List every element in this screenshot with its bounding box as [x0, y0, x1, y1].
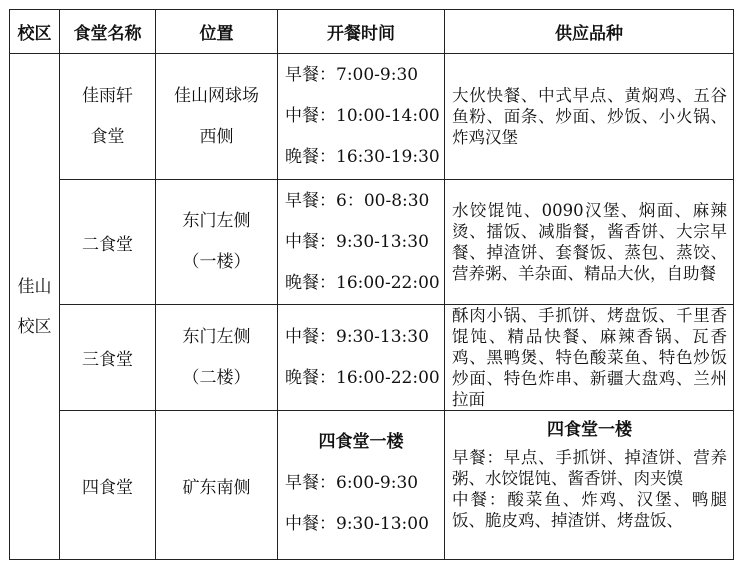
varieties-cell: 水饺馄饨、0090汉堡、焖面、麻辣烫、擂饭、减脂餐，酱香饼、大宗早餐、掉渣饼、套餐饭、蒸包、蒸饺、营养粥、羊杂面、精品大伙，自助餐 — [445, 180, 734, 305]
location-cell — [156, 305, 278, 411]
canteen-name-cell: 三食堂 — [60, 305, 156, 411]
canteen-table — [9, 9, 734, 560]
canteen-name-cell: 二食堂 — [60, 180, 156, 305]
header-varieties: 供应品种 — [445, 10, 734, 54]
hours-lunch: 中餐：9:30-13:30 — [285, 326, 429, 347]
hours-cell — [278, 54, 445, 180]
location-line: 东门左侧 — [182, 326, 251, 347]
varieties-cell: 酥肉小锅、手抓饼、烤盘饭、千里香馄饨、精品快餐、麻辣香锅、瓦香鸡、黑鸭煲、特色酸菜鱼、特色炒饭炒面、特色炸串、新疆大盘鸡、兰州拉面 — [445, 305, 734, 411]
hours-dinner: 晚餐：16:30-19:30 — [285, 147, 440, 167]
campus-cell — [10, 54, 60, 560]
hours-lunch: 中餐：10:00-14:00 — [285, 106, 440, 126]
header-hours: 开餐时间 — [278, 10, 445, 54]
hours-breakfast: 早餐：7:00-9:30 — [285, 65, 419, 85]
hours-cell — [278, 180, 445, 305]
varieties-cell — [445, 411, 734, 560]
location-line: （一楼） — [182, 252, 251, 272]
canteen-name-cell: 四食堂 — [60, 411, 156, 560]
varieties-lunch: 中餐：酸菜鱼、炸鸡、汉堡、鸭腿饭、脆皮鸡、掉渣饼、烤盘饭、 — [452, 490, 727, 530]
header-campus: 校区 — [10, 10, 60, 54]
hours-cell — [278, 411, 445, 560]
canteen-name-line: 佳雨轩 — [82, 85, 133, 106]
table-row — [10, 180, 734, 305]
location-line: （二楼） — [182, 367, 251, 388]
canteen-name-line: 食堂 — [90, 126, 125, 147]
header-location: 位置 — [156, 10, 278, 54]
hours-breakfast: 早餐：6:00-9:30 — [285, 473, 419, 493]
varieties-subtitle: 四食堂一楼 — [547, 420, 632, 440]
header-row — [10, 10, 734, 54]
location-cell — [156, 54, 278, 180]
location-line: 佳山网球场 — [174, 85, 259, 106]
header-canteen-name: 食堂名称 — [60, 10, 156, 54]
varieties-cell: 大伙快餐、中式早点、黄焖鸡、五谷鱼粉、面条、炒面、炒饭、小火锅、炸鸡汉堡 — [445, 54, 734, 180]
hours-lunch: 中餐：9:30-13:00 — [285, 514, 429, 534]
table-row — [10, 411, 734, 560]
table-row — [10, 305, 734, 411]
hours-breakfast: 早餐：6：00-8:30 — [285, 190, 430, 211]
table-row — [10, 54, 734, 180]
campus-name-line: 校区 — [17, 316, 52, 337]
location-line: 西侧 — [199, 126, 234, 147]
location-line: 东门左侧 — [182, 211, 251, 231]
canteen-name-cell — [60, 54, 156, 180]
campus-name-line: 佳山 — [17, 276, 52, 297]
hours-cell — [278, 305, 445, 411]
location-cell: 矿东南侧 — [156, 411, 278, 560]
hours-dinner: 晚餐：16:00-22:00 — [285, 367, 440, 388]
hours-subtitle: 四食堂一楼 — [318, 432, 404, 452]
location-cell — [156, 180, 278, 305]
hours-dinner: 晚餐：16:00-22:00 — [285, 272, 440, 293]
varieties-breakfast: 早餐：早点、手抓饼、掉渣饼、营养粥、水饺馄饨、酱香饼、肉夹馍 — [452, 448, 727, 488]
hours-lunch: 中餐：9:30-13:30 — [285, 231, 429, 252]
